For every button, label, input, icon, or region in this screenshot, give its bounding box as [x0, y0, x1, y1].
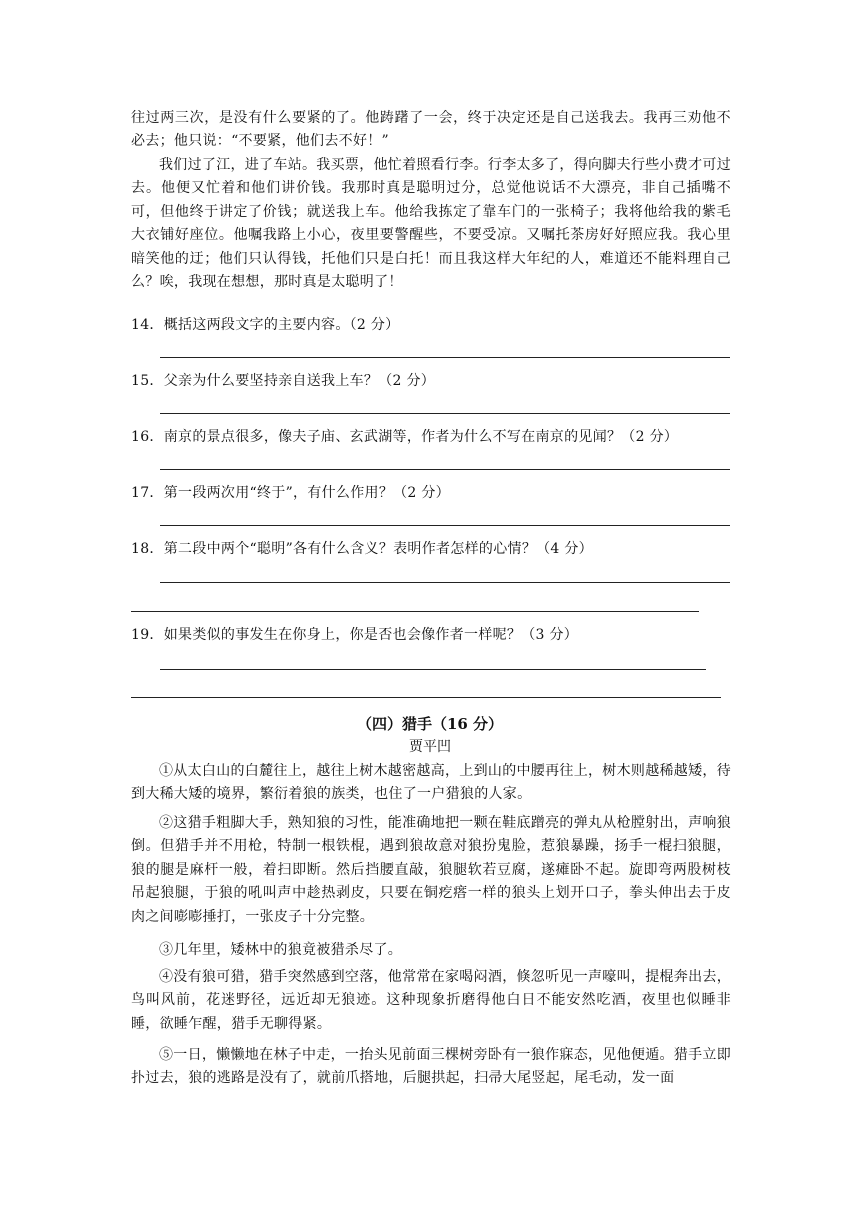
section-paragraph-4: ④没有狼可猎，猎手突然感到空落，他常常在家喝闷酒，倏忽听见一声嚎叫，提棍奔出去，鸟叫风前，花迷野径，远近却无狼迹。这种现象折磨得他白日不能安然吃酒，夜里也似睡非睡，欲睡乍醒，猎手无聊得紧。: [131, 969, 731, 1032]
section-author: 贾平凹: [409, 739, 451, 755]
answer-line-17[interactable]: [160, 525, 730, 526]
section-paragraph-3: ③几年里，矮林中的狼竟被猎杀尽了。: [159, 942, 403, 958]
answer-line-18b[interactable]: [131, 611, 699, 612]
question-15: 15．父亲为什么要坚持亲自送我上车？（2 分）: [131, 373, 436, 389]
passage-paragraph-1: 往过两三次，是没有什么要紧的了。他踌躇了一会，终于决定还是自己送我去。我再三劝他不必去；他只说：“不要紧，他们去不好！”: [131, 110, 731, 150]
answer-line-19b[interactable]: [131, 697, 721, 698]
answer-line-14[interactable]: [160, 357, 730, 358]
question-18: 18．第二段中两个“聪明”各有什么含义？表明作者怎样的心情？（4 分）: [131, 541, 593, 557]
answer-line-19a[interactable]: [160, 669, 706, 670]
section-paragraph-2: ②这猎手粗脚大手，熟知狼的习性，能准确地把一颗在鞋底蹭亮的弹丸从枪膛射出，声响狼倒。但猎手并不用枪，特制一根铁棍，遇到狼故意对狼扮鬼脸，惹狼暴躁，扬手一棍扫狼腿，狼的腿是麻杆一般，着扫即断。然后挡腰直敲，狼腿软若豆腐，遂瘫卧不起。旋即弯两股树枝吊起狼腿，于狼的吼叫声中趁热剥皮，只要在铜疙瘩一样的狼头上划开口子，拳头伸出去于皮肉之间嘭嘭捶打，一张皮子十分完整。: [131, 815, 731, 925]
passage-paragraph-2: 我们过了江，进了车站。我买票，他忙着照看行李。行李太多了，得向脚夫行些小费才可过去。他便又忙着和他们讲价钱。我那时真是聪明过分，总觉他说话不大漂亮，非自己插嘴不可，但他终于讲定了价钱；就送我上车。他给我拣定了靠车门的一张椅子；我将他给我的紫毛大衣铺好座位。他嘱我路上小心，夜里要警醒些，不要受凉。又嘱托茶房好好照应我。我心里暗笑他的迂；他们只认得钱，托他们只是白托！而且我这样大年纪的人，难道还不能料理自己么？唉，我现在想想，那时真是太聪明了！: [131, 157, 731, 291]
section-title: （四）猎手（16 分）: [356, 715, 504, 733]
answer-line-18a[interactable]: [160, 582, 730, 583]
question-16: 16．南京的景点很多，像夫子庙、玄武湖等，作者为什么不写在南京的见闻？（2 分）: [131, 429, 679, 445]
answer-line-16[interactable]: [160, 469, 730, 470]
question-19: 19．如果类似的事发生在你身上，你是否也会像作者一样呢？（3 分）: [131, 627, 579, 643]
answer-line-15[interactable]: [160, 413, 730, 414]
section-paragraph-5: ⑤一日，懒懒地在林子中走，一抬头见前面三棵树旁卧有一狼作寐态，见他便遁。猎手立即扑过去，狼的逃路是没有了，就前爪搭地，后腿拱起，扫帚大尾竖起，尾毛动，发一面: [131, 1047, 731, 1087]
section-paragraph-1: ①从太白山的白麓往上，越往上树木越密越高，上到山的中腰再往上，树木则越稀越矮，待到大稀大矮的境界，繁衍着狼的族类，也住了一户猎狼的人家。: [131, 763, 731, 803]
question-14: 14．概括这两段文字的主要内容。（2 分）: [131, 317, 400, 333]
question-17: 17．第一段两次用“终于”，有什么作用？（2 分）: [131, 485, 450, 501]
